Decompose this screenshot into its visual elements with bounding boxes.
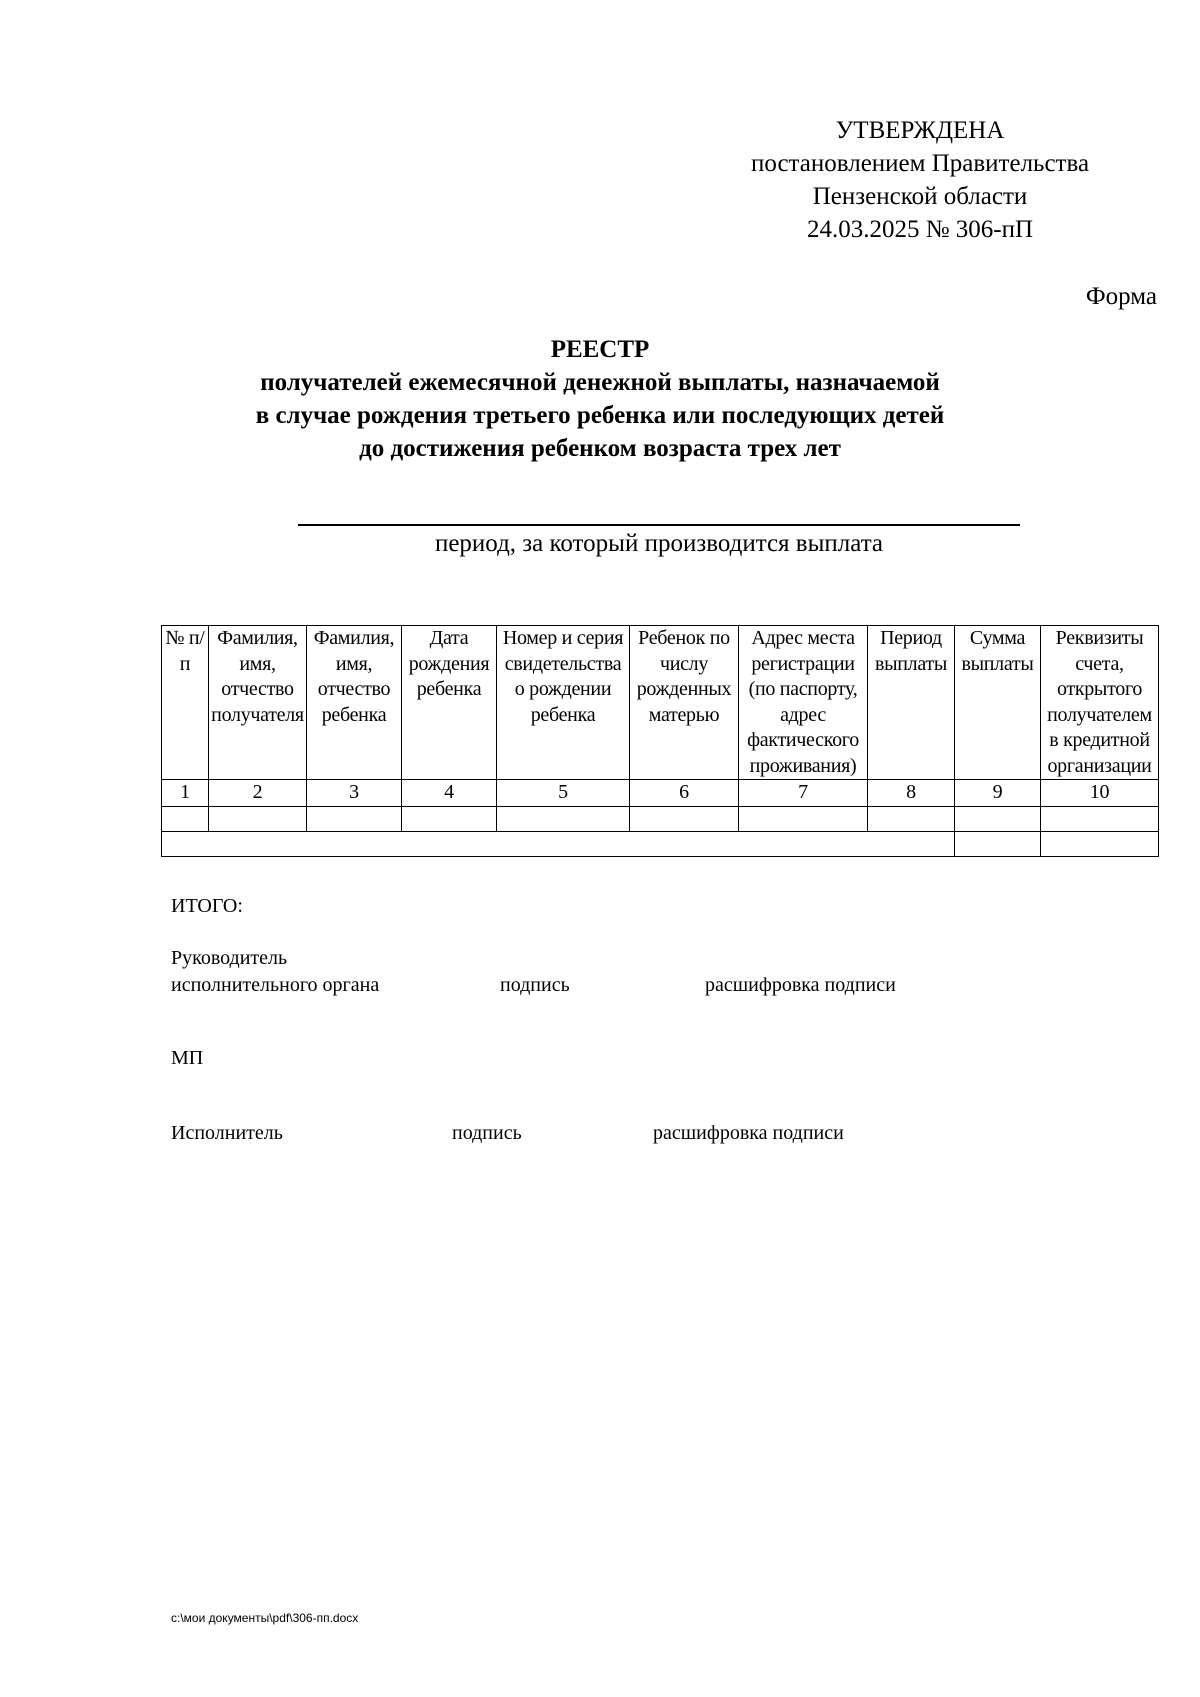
footer-file-path: c:\мои документы\pdf\306-пп.docx [171,1611,359,1625]
header-cell-child-order: Ребенок по числу рожденных матерью [630,626,739,780]
table-cell [162,806,209,831]
column-number-cell: 6 [630,780,739,807]
stamp-label: МП [171,1047,204,1069]
header-cell-address: Адрес места регистрации (по паспорту, адрес фактического проживания) [739,626,868,780]
column-number-cell: 10 [1041,780,1159,807]
executor-label: Исполнитель [171,1122,283,1144]
header-cell-account: Реквизиты счета, открытого получателем в кредитной организации [1041,626,1159,780]
head-decoding-label: расшифровка подписи [705,974,896,996]
header-cell-child: Фамилия, имя, отчество ребенка [307,626,402,780]
title-line-2: получателей ежемесячной денежной выплаты, назначаемой [260,369,940,396]
title-line-4: до достижения ребенком возраста трех лет [359,435,841,462]
column-number-cell: 5 [497,780,630,807]
column-number-cell: 7 [739,780,868,807]
column-number-row [162,780,1159,807]
table-total-row [162,831,1159,856]
column-number-cell: 3 [307,780,402,807]
head-title [171,945,379,999]
table-cell [739,806,868,831]
column-number-cell: 8 [868,780,955,807]
header-cell-period: Период выплаты [868,626,955,780]
header-cell-certificate: Номер и серия свидетельства о рождении ребенка [497,626,630,780]
table-cell [307,806,402,831]
title-heading: РЕЕСТР [550,336,650,363]
table-cell [497,806,630,831]
column-number-cell: 4 [402,780,497,807]
approval-date-number: 24.03.2025 № 306-пП [806,216,1034,243]
table-cell [955,806,1041,831]
header-cell-recipient: Фамилия, имя, отчество получателя [209,626,307,780]
approval-block [700,114,1140,246]
executor-signature-label: подпись [452,1122,522,1144]
form-label: Форма [1085,283,1157,310]
table-cell [402,806,497,831]
column-number-cell: 2 [209,780,307,807]
table-total-merged-cell [162,831,955,856]
document-title [200,333,1000,465]
table-cell [630,806,739,831]
approval-status: УТВЕРЖДЕНА [835,117,1005,144]
period-caption: период, за который производится выплата [434,530,884,557]
column-number-cell: 9 [955,780,1041,807]
registry-table [161,625,1159,857]
table-cell [955,831,1041,856]
table-cell [868,806,955,831]
title-line-3: в случае рождения третьего ребенка или последующих детей [255,402,945,429]
table-row [162,806,1159,831]
period-fill-line [298,524,1020,526]
table-cell [209,806,307,831]
approval-act: постановлением Правительства [750,150,1090,177]
table-header-row [162,626,1159,780]
header-cell-birth-date: Дата рождения ребенка [402,626,497,780]
executor-decoding-label: расшифровка подписи [653,1122,844,1144]
approval-region: Пензенской области [812,183,1028,210]
head-signature-label: подпись [500,974,570,996]
table-cell [1041,831,1159,856]
head-title-line-2: исполнительного органа [171,974,380,996]
head-title-line-1: Руководитель [171,947,288,969]
table-cell [1041,806,1159,831]
column-number-cell: 1 [162,780,209,807]
header-cell-amount: Сумма выплаты [955,626,1041,780]
header-cell-number: № п/п [162,626,209,780]
total-label: ИТОГО: [171,895,243,917]
